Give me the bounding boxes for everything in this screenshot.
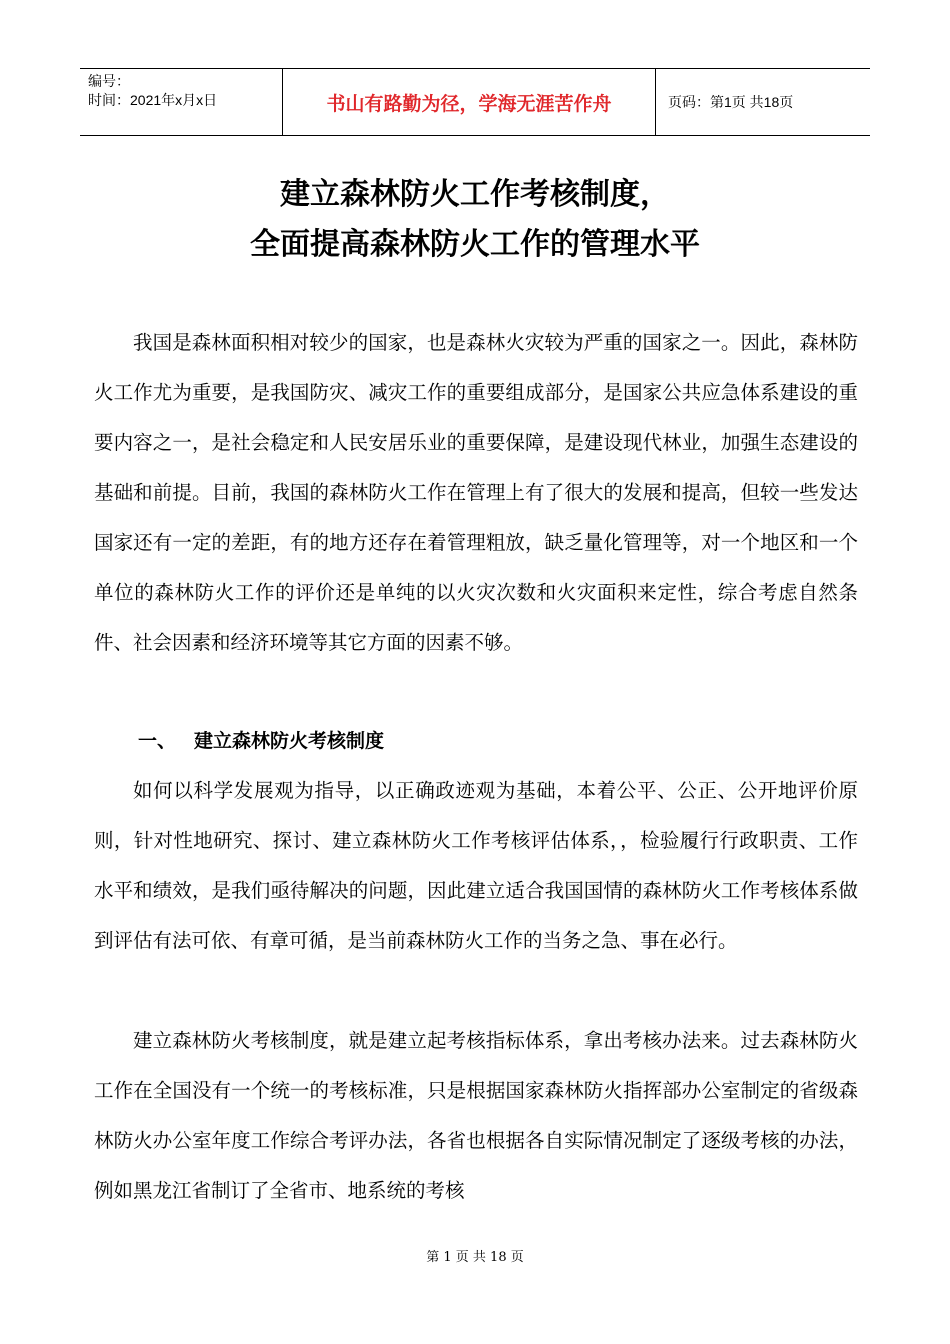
date-label: 时间：2021年x月x日 [88,92,218,108]
section-heading-1 [138,716,384,766]
header-page-label: 页码：第1页 共18页 [668,94,794,110]
paragraph-3: 建立森林防火考核制度，就是建立起考核指标体系，拿出考核办法来。过去森林防火工作在全国没有一个统一的考核标准，只是根据国家森林防火指挥部办公室制定的省级森林防火办公室年度工作综合考评办法，各省也根据各自实际情况制定了逐级考核的办法，例如黑龙江省制订了全省市、地系统的考核 [94,1029,858,1202]
paragraph-2: 如何以科学发展观为指导，以正确政迹观为基础，本着公平、公正、公开地评价原则，针对性地研究、探讨、建立森林防火工作考核评估体系，，检验履行行政职责、工作水平和绩效，是我们亟待解决的问题，因此建立适合我国国情的森林防火工作考核体系做到评估有法可依、有章可循，是当前森林防火工作的当务之急、事在必行。 [94,779,858,952]
code-label: 编号： [88,73,130,89]
header-meta [80,69,282,135]
section-number: 一、 [138,730,177,752]
document-title-line2: 全面提高森林防火工作的管理水平 [250,227,700,262]
section-title: 建立森林防火考核制度 [194,730,385,752]
page-header [80,68,870,136]
paragraph-intro: 我国是森林面积相对较少的国家，也是森林火灾较为严重的国家之一。因此，森林防火工作尤为重要，是我国防灾、减灾工作的重要组成部分，是国家公共应急体系建设的重要内容之一，是社会稳定和人民安居乐业的重要保障，是建设现代林业，加强生态建设的基础和前提。目前，我国的森林防火工作在管理上有了很大的发展和提高，但较一些发达国家还有一定的差距，有的地方还存在着管理粗放，缺乏量化管理等，对一个地区和一个单位的森林防火工作的评价还是单纯的以火灾次数和火灾面积来定性，综合考虑自然条件、社会因素和经济环境等其它方面的因素不够。 [94,331,858,654]
document-title-line1: 建立森林防火工作考核制度， [280,177,670,212]
page-footer: 第 1 页 共 18 页 [426,1250,524,1265]
header-motto: 书山有路勤为径，学海无涯苦作舟 [282,69,656,135]
